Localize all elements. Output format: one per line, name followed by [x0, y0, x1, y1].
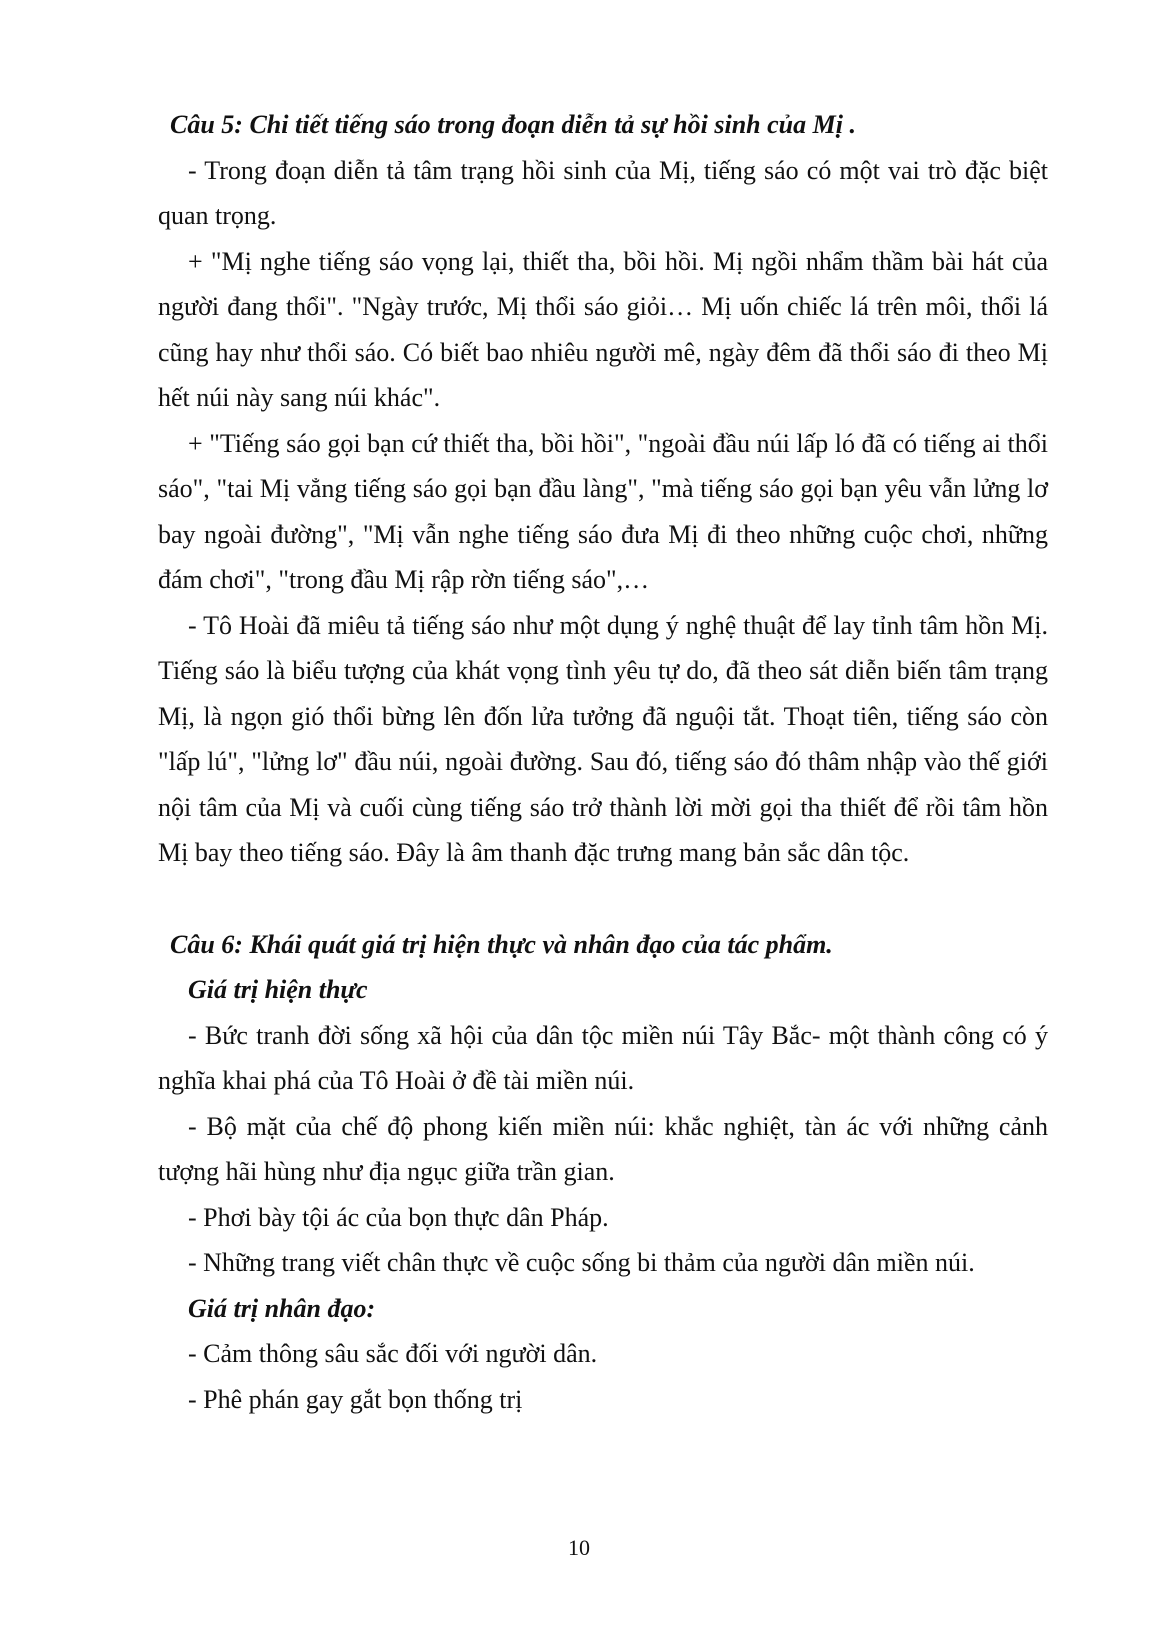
humanism-value-title: Giá trị nhân đạo:	[188, 1293, 376, 1323]
realism-item-1: - Bức tranh đời sống xã hội của dân tộc miền núi Tây Bắc- một thành công có ý nghĩa khai phá của Tô Hoài ở đề tài miền núi.	[158, 1020, 1048, 1095]
realism-item-4: - Những trang viết chân thực về cuộc sống bi thảm của người dân miền núi.	[188, 1248, 975, 1277]
humanism-item-1: - Cảm thông sâu sắc đối với người dân.	[188, 1339, 598, 1368]
realism-item-3: - Phơi bày tội ác của bọn thực dân Pháp.	[188, 1202, 609, 1232]
humanism-item-2: - Phê phán gay gắt bọn thống trị	[188, 1384, 523, 1414]
question-5-paragraph-4: - Tô Hoài đã miêu tả tiếng sáo như một dụng ý nghệ thuật để lay tỉnh tâm hồn Mị. Tiếng sáo là biểu tượng của khát vọng tình yêu tự do, đã theo sát diễn biến tâm trạng Mị, là ngọn gió thổi bừng lên đốn lửa tưởng đã nguội tắt. Thoạt tiên, tiếng sáo còn "lấp lú", "lửng lơ" đầu núi, ngoài đường. Sau đó, tiếng sáo đó thâm nhập vào thế giới nội tâm của Mị và cuối cùng tiếng sáo trở thành lời mời gọi tha thiết để rồi tâm hồn Mị bay theo tiếng sáo. Đây là âm thanh đặc trưng mang bản sắc dân tộc.	[158, 610, 1048, 867]
question-5-paragraph-2: + "Mị nghe tiếng sáo vọng lại, thiết tha, bồi hồi. Mị ngồi nhẩm thầm bài hát của người đang thổi". "Ngày trước, Mị thổi sáo giỏi… Mị uốn chiếc lá trên môi, thổi lá cũng hay như thổi sáo. Có biết bao nhiêu người mê, ngày đêm đã thổi sáo đi theo Mị hết núi này sang núi khác".	[158, 246, 1048, 412]
realism-item-2: - Bộ mặt của chế độ phong kiến miền núi: khắc nghiệt, tàn ác với những cảnh tượng hãi hùng như địa ngục giữa trần gian.	[158, 1111, 1048, 1186]
question-6-heading: Câu 6: Khái quát giá trị hiện thực và nhân đạo của tác phẩm.	[170, 929, 833, 959]
question-5-heading: Câu 5: Chi tiết tiếng sáo trong đoạn diễn tả sự hồi sinh của Mị .	[170, 110, 856, 139]
question-5-paragraph-1: - Trong đoạn diễn tả tâm trạng hồi sinh của Mị, tiếng sáo có một vai trò đặc biệt quan trọng.	[158, 155, 1048, 230]
section-spacer	[158, 876, 1048, 922]
question-5-paragraph-3: + "Tiếng sáo gọi bạn cứ thiết tha, bồi hồi", "ngoài đầu núi lấp ló đã có tiếng ai thổi sáo", "tai Mị vẳng tiếng sáo gọi bạn đầu làng", "mà tiếng sáo gọi bạn yêu vẫn lửng lơ bay ngoài đường", "Mị vẫn nghe tiếng sáo đưa Mị đi theo những cuộc chơi, những đám chơi", "trong đầu Mị rập rờn tiếng sáo",…	[158, 428, 1048, 594]
page-content	[158, 102, 1048, 1422]
page-number: 10	[568, 1535, 590, 1560]
realism-value-title: Giá trị hiện thực	[188, 975, 368, 1004]
